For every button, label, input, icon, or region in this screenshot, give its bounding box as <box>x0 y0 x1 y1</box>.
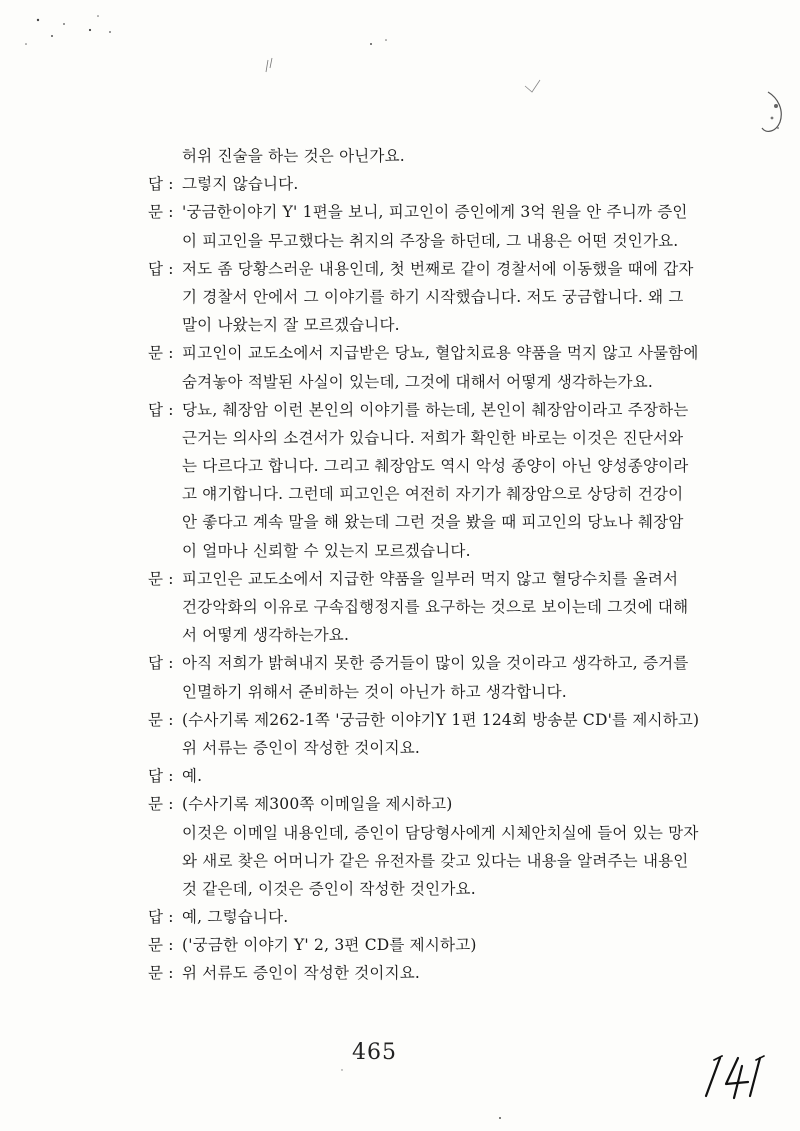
speaker-label: 문 : <box>148 569 174 588</box>
line-text: 예. <box>182 767 203 786</box>
text-line <box>148 903 708 931</box>
text-line <box>148 198 708 226</box>
text-line <box>148 790 708 818</box>
text-line <box>148 565 708 593</box>
text-line <box>148 311 708 339</box>
line-text: 이 얼마나 신뢰할 수 있는지 모르겠습니다. <box>182 541 471 560</box>
text-line <box>148 819 708 847</box>
line-text: 피고인은 교도소에서 지급한 약품을 일부러 먹지 않고 혈당수치를 올려서 <box>182 569 679 588</box>
speaker-label: 문 : <box>148 795 174 814</box>
speaker-label: 문 : <box>148 710 174 729</box>
text-line <box>148 452 708 480</box>
line-text: 허위 진술을 하는 것은 아닌가요. <box>182 147 405 165</box>
line-text: 기 경찰서 안에서 그 이야기를 하기 시작했습니다. 저도 궁금합니다. 왜 그 <box>182 287 684 306</box>
line-text: 것 같은데, 이것은 증인이 작성한 것인가요. <box>182 879 476 898</box>
line-text: 위 서류도 증인이 작성한 것이지요. <box>182 964 421 983</box>
text-line <box>148 847 708 875</box>
text-line <box>148 762 708 790</box>
speaker-label: 문 : <box>148 344 174 363</box>
corner-smudge <box>748 88 788 138</box>
line-text: 서 어떻게 생각하는가요. <box>182 626 350 645</box>
speaker-label: 문 : <box>148 964 174 983</box>
handwritten-page-mark <box>700 1052 770 1102</box>
text-line <box>148 706 708 734</box>
text-line <box>148 170 708 198</box>
line-text: 아직 저희가 밝혀내지 못한 증거들이 많이 있을 것이라고 생각하고, 증거를 <box>182 654 689 673</box>
speaker-label: 문 : <box>148 936 174 955</box>
text-line <box>148 283 708 311</box>
text-line <box>148 396 708 424</box>
text-line <box>148 142 708 170</box>
text-line <box>148 621 708 649</box>
line-text: 와 새로 찾은 어머니가 같은 유전자를 갖고 있다는 내용을 알려주는 내용인 <box>182 851 689 870</box>
speaker-label: 답 : <box>148 908 174 927</box>
text-line <box>148 339 708 367</box>
line-text: 이 피고인을 무고했다는 취지의 주장을 하던데, 그 내용은 어떤 것인가요. <box>182 231 679 250</box>
speaker-label: 답 : <box>148 654 174 673</box>
line-text: 건강악화의 이유로 구속집행정지를 요구하는 것으로 보이는데 그것에 대해 <box>182 598 689 616</box>
text-line <box>148 875 708 903</box>
text-line <box>148 593 708 621</box>
text-line <box>148 959 708 987</box>
line-text: 그렇지 않습니다. <box>182 175 299 194</box>
line-text: 저도 좀 당황스러운 내용인데, 첫 번째로 같이 경찰서에 이동했을 때에 갑자 <box>182 259 694 278</box>
line-text: 피고인이 교도소에서 지급받은 당뇨, 혈압치료용 약품을 먹지 않고 사물함에 <box>182 344 699 363</box>
line-text: '궁금한이야기 Y' 1편을 보니, 피고인이 증인에게 3억 원을 안 주니까 증인 <box>182 203 688 222</box>
line-text: 말이 나왔는지 잘 모르겠습니다. <box>182 316 400 335</box>
testimony-text <box>148 142 708 988</box>
text-line <box>148 368 708 396</box>
text-line <box>148 227 708 255</box>
line-text: 근거는 의사의 소견서가 있습니다. 저희가 확인한 바로는 이것은 진단서와 <box>182 428 684 447</box>
line-text: ('궁금한 이야기 Y' 2, 3편 CD를 제시하고) <box>182 936 477 955</box>
line-text: 안 좋다고 계속 말을 해 왔는데 그런 것을 봤을 때 피고인의 당뇨나 췌장암 <box>182 513 684 532</box>
text-line <box>148 931 708 959</box>
line-text: 고 얘기합니다. 그런데 피고인은 여전히 자기가 췌장암으로 상당히 건강이 <box>182 485 684 504</box>
text-line <box>148 508 708 536</box>
line-text: 인멸하기 위해서 준비하는 것이 아닌가 하고 생각합니다. <box>182 682 567 701</box>
line-text: 이것은 이메일 내용인데, 증인이 담당형사에게 시체안치실에 들어 있는 망자 <box>182 823 699 842</box>
text-line <box>148 537 708 565</box>
line-text: 위 서류는 증인이 작성한 것이지요. <box>182 738 421 757</box>
line-text: (수사기록 제300쪽 이메일을 제시하고) <box>182 795 453 814</box>
line-text: (수사기록 제262-1쪽 '궁금한 이야기Y 1편 124회 방송분 CD'를 제시하고) <box>182 710 700 729</box>
text-line <box>148 480 708 508</box>
speaker-label: 답 : <box>148 259 174 278</box>
text-line <box>148 734 708 762</box>
speaker-label: 문 : <box>148 203 174 222</box>
line-text: 숨겨놓아 적발된 사실이 있는데, 그것에 대해서 어떻게 생각하는가요. <box>182 372 653 391</box>
speaker-label: 답 : <box>148 400 174 419</box>
speaker-label: 답 : <box>148 175 174 194</box>
speaker-label: 답 : <box>148 767 174 786</box>
line-text: 예, 그렇습니다. <box>182 908 289 927</box>
line-text: 는 다르다고 합니다. 그리고 췌장암도 역시 악성 종양이 아닌 양성종양이라 <box>182 457 689 476</box>
page-number: 465 <box>352 1040 397 1065</box>
text-line <box>148 649 708 677</box>
line-text: 당뇨, 췌장암 이런 본인의 이야기를 하는데, 본인이 췌장암이라고 주장하는 <box>182 400 689 419</box>
text-line <box>148 678 708 706</box>
text-line <box>148 255 708 283</box>
text-line <box>148 424 708 452</box>
